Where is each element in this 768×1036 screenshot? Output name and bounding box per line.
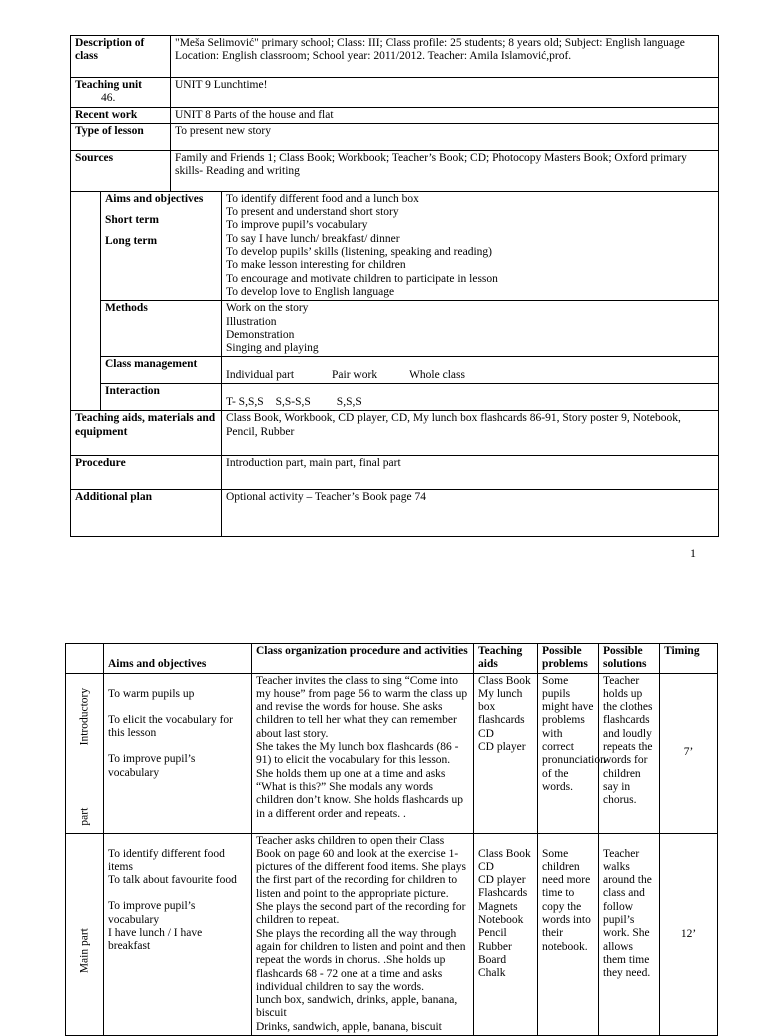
aim-item: To develop pupils’ skills (listening, speaking and reading) bbox=[226, 246, 492, 259]
aim-item: To improve pupil’s vocabulary bbox=[226, 219, 368, 232]
aim-item: To present and understand short story bbox=[226, 206, 399, 219]
row-additional-plan bbox=[71, 490, 719, 537]
problems-text: Some children need more time to copy the words into their notebook. bbox=[538, 833, 599, 1035]
label-additional-plan: Additional plan bbox=[71, 490, 222, 537]
label-class-management: Class management bbox=[101, 357, 222, 384]
aim-item: To develop love to English language bbox=[226, 285, 395, 298]
row-methods bbox=[71, 301, 719, 357]
label-short-term: Short term bbox=[105, 214, 159, 227]
header-timing: Timing bbox=[660, 644, 718, 674]
label-methods: Methods bbox=[101, 301, 222, 357]
sources-value: Family and Friends 1; Class Book; Workbook; Teacher’s Book; CD; Photocopy Masters Book; Oxford primary skills- Reading and writing bbox=[171, 150, 719, 191]
solutions-text: Teacher holds up the clothes flashcards and loudly repeats the words for children say in chorus. bbox=[599, 673, 660, 833]
timing-text: 12’ bbox=[660, 833, 718, 1035]
procedure-text: Teacher asks children to open their Class Book on page 60 and look at the exercise 1- pictures of the different food items. She plays the first part of the recording for children to listen and point to the appropriate picture. She plays the second part of the recording for children to repeat. She plays the recording all the way through again for children to listen and point and then repeat the words in chorus. .She holds up flashcards 68 - 72 one at a time and asks individual children to say the words. lunch box, sandwich, drinks, apple, banana, biscuit Drinks, sandwich, apple, banana, biscuit bbox=[252, 833, 474, 1035]
aims-labels-cell bbox=[101, 191, 222, 300]
label-teaching-unit: Teaching unit bbox=[75, 79, 143, 91]
timing-text: 7’ bbox=[660, 673, 718, 833]
page-number: 1 bbox=[690, 546, 696, 560]
part-label-cell bbox=[66, 833, 104, 1035]
management-item: Pair work bbox=[332, 369, 378, 382]
class-management-values bbox=[222, 357, 719, 384]
solutions-text: Teacher walks around the class and follow pupil’s work. She allows them time they need. bbox=[599, 833, 660, 1035]
method-item: Singing and playing bbox=[226, 342, 319, 355]
method-item: Demonstration bbox=[226, 328, 295, 341]
label-description: Description of class bbox=[71, 36, 171, 78]
lesson-info-table bbox=[70, 35, 719, 537]
aims-list bbox=[222, 191, 719, 300]
aim-item: To warm pupils up bbox=[108, 687, 195, 700]
label-recent-work: Recent work bbox=[71, 107, 171, 123]
aim-item: To encourage and motivate children to participate in lesson bbox=[226, 272, 498, 285]
part-label-cell bbox=[66, 673, 104, 833]
interaction-item: S,S-S,S bbox=[275, 396, 311, 409]
header-aids: Teaching aids bbox=[474, 644, 538, 674]
interaction-item: S,S,S bbox=[336, 396, 362, 409]
header-aims: Aims and objectives bbox=[104, 644, 252, 674]
row-aims bbox=[71, 191, 719, 300]
interaction-item: T- S,S,S bbox=[226, 396, 264, 409]
procedure-header-row bbox=[66, 644, 718, 674]
label-teaching-aids: Teaching aids, materials and equipment bbox=[71, 411, 222, 456]
aim-item: To make lesson interesting for children bbox=[226, 259, 406, 272]
row-teaching-aids bbox=[71, 411, 719, 456]
aim-item: To identify different food and a lunch box bbox=[226, 192, 419, 205]
additional-plan-value: Optional activity – Teacher’s Book page 74 bbox=[222, 490, 719, 537]
blank-indent-cell bbox=[71, 191, 101, 411]
procedure-text: Teacher invites the class to sing “Come into my house” from page 56 to warm the class up and revise the words for house. She asks children to tell her what they can remember about last story. She takes the My lunch box flashcards (86 - 91) to elicit the vocabulary for this lesson. She holds them up one at a time and asks “What is this?” She modals any words children don’t know. She holds flashcards up in a different order and repeats. . bbox=[252, 673, 474, 833]
header-procedure: Class organization procedure and activities bbox=[252, 644, 474, 674]
row-sources bbox=[71, 150, 719, 191]
aim-item: To talk about favourite food bbox=[108, 874, 237, 887]
aims-cell bbox=[104, 673, 252, 833]
aim-item: To improve pupil’s vocabulary bbox=[108, 753, 196, 779]
aim-item: To identify different food items bbox=[108, 847, 225, 873]
interaction-values bbox=[222, 384, 719, 411]
aim-item: To elicit the vocabulary for this lesson bbox=[108, 713, 234, 740]
management-item: Individual part bbox=[226, 369, 295, 382]
label-type-of-lesson: Type of lesson bbox=[71, 123, 171, 150]
part-label-introductory: Introductory bbox=[77, 687, 90, 745]
part-label-main: Main part bbox=[77, 927, 90, 973]
label-sources: Sources bbox=[71, 150, 171, 191]
label-interaction: Interaction bbox=[101, 384, 222, 411]
teaching-aids-value: Class Book, Workbook, CD player, CD, My lunch box flashcards 86-91, Story poster 9, Notebook, Pencil, Rubber bbox=[222, 411, 719, 456]
row-interaction bbox=[71, 384, 719, 411]
row-class-management bbox=[71, 357, 719, 384]
management-item: Whole class bbox=[409, 369, 465, 382]
header-problems: Possible problems bbox=[538, 644, 599, 674]
description-line2: Location: English classroom; School year: 2011/2012. Teacher: Amila Islamović,prof. bbox=[175, 50, 572, 63]
part-label-part: part bbox=[77, 807, 90, 826]
row-recent-work bbox=[71, 107, 719, 123]
recent-work-value: UNIT 8 Parts of the house and flat bbox=[171, 107, 719, 123]
procedure-row-main bbox=[66, 833, 718, 1035]
method-item: Illustration bbox=[226, 315, 277, 328]
aim-item: To improve pupil’s vocabulary bbox=[108, 900, 196, 926]
procedure-value: Introduction part, main part, final part bbox=[222, 456, 719, 490]
aim-item: I have lunch / I have breakfast bbox=[108, 927, 203, 953]
row-teaching-unit bbox=[71, 78, 719, 108]
row-description bbox=[71, 36, 719, 78]
aims-cell bbox=[104, 833, 252, 1035]
type-of-lesson-value: To present new story bbox=[171, 123, 719, 150]
header-blank bbox=[66, 644, 104, 674]
row-type-of-lesson bbox=[71, 123, 719, 150]
methods-list bbox=[222, 301, 719, 357]
label-teaching-unit-cell bbox=[71, 78, 171, 108]
procedure-table bbox=[65, 643, 718, 1036]
label-procedure: Procedure bbox=[71, 456, 222, 490]
description-value bbox=[171, 36, 719, 78]
label-long-term: Long term bbox=[105, 235, 158, 248]
row-procedure bbox=[71, 456, 719, 490]
aim-item: To say I have lunch/ breakfast/ dinner bbox=[226, 232, 400, 245]
procedure-row-introductory bbox=[66, 673, 718, 833]
problems-text: Some pupils might have problems with correct pronunciation of the words. bbox=[538, 673, 599, 833]
description-line1: "Meša Selimović" primary school; Class: III; Class profile: 25 students; 8 years old; Subject: English language bbox=[175, 37, 685, 49]
label-aims: Aims and objectives bbox=[105, 192, 204, 205]
aids-text: Class Book My lunch box flashcards CD CD player bbox=[474, 673, 538, 833]
teaching-unit-value: UNIT 9 Lunchtime! bbox=[171, 78, 719, 108]
header-solutions: Possible solutions bbox=[599, 644, 660, 674]
teaching-unit-number: 46. bbox=[101, 92, 116, 105]
method-item: Work on the story bbox=[226, 302, 309, 315]
aids-text: Class Book CD CD player Flashcards Magnets Notebook Pencil Rubber Board Chalk bbox=[474, 833, 538, 1035]
